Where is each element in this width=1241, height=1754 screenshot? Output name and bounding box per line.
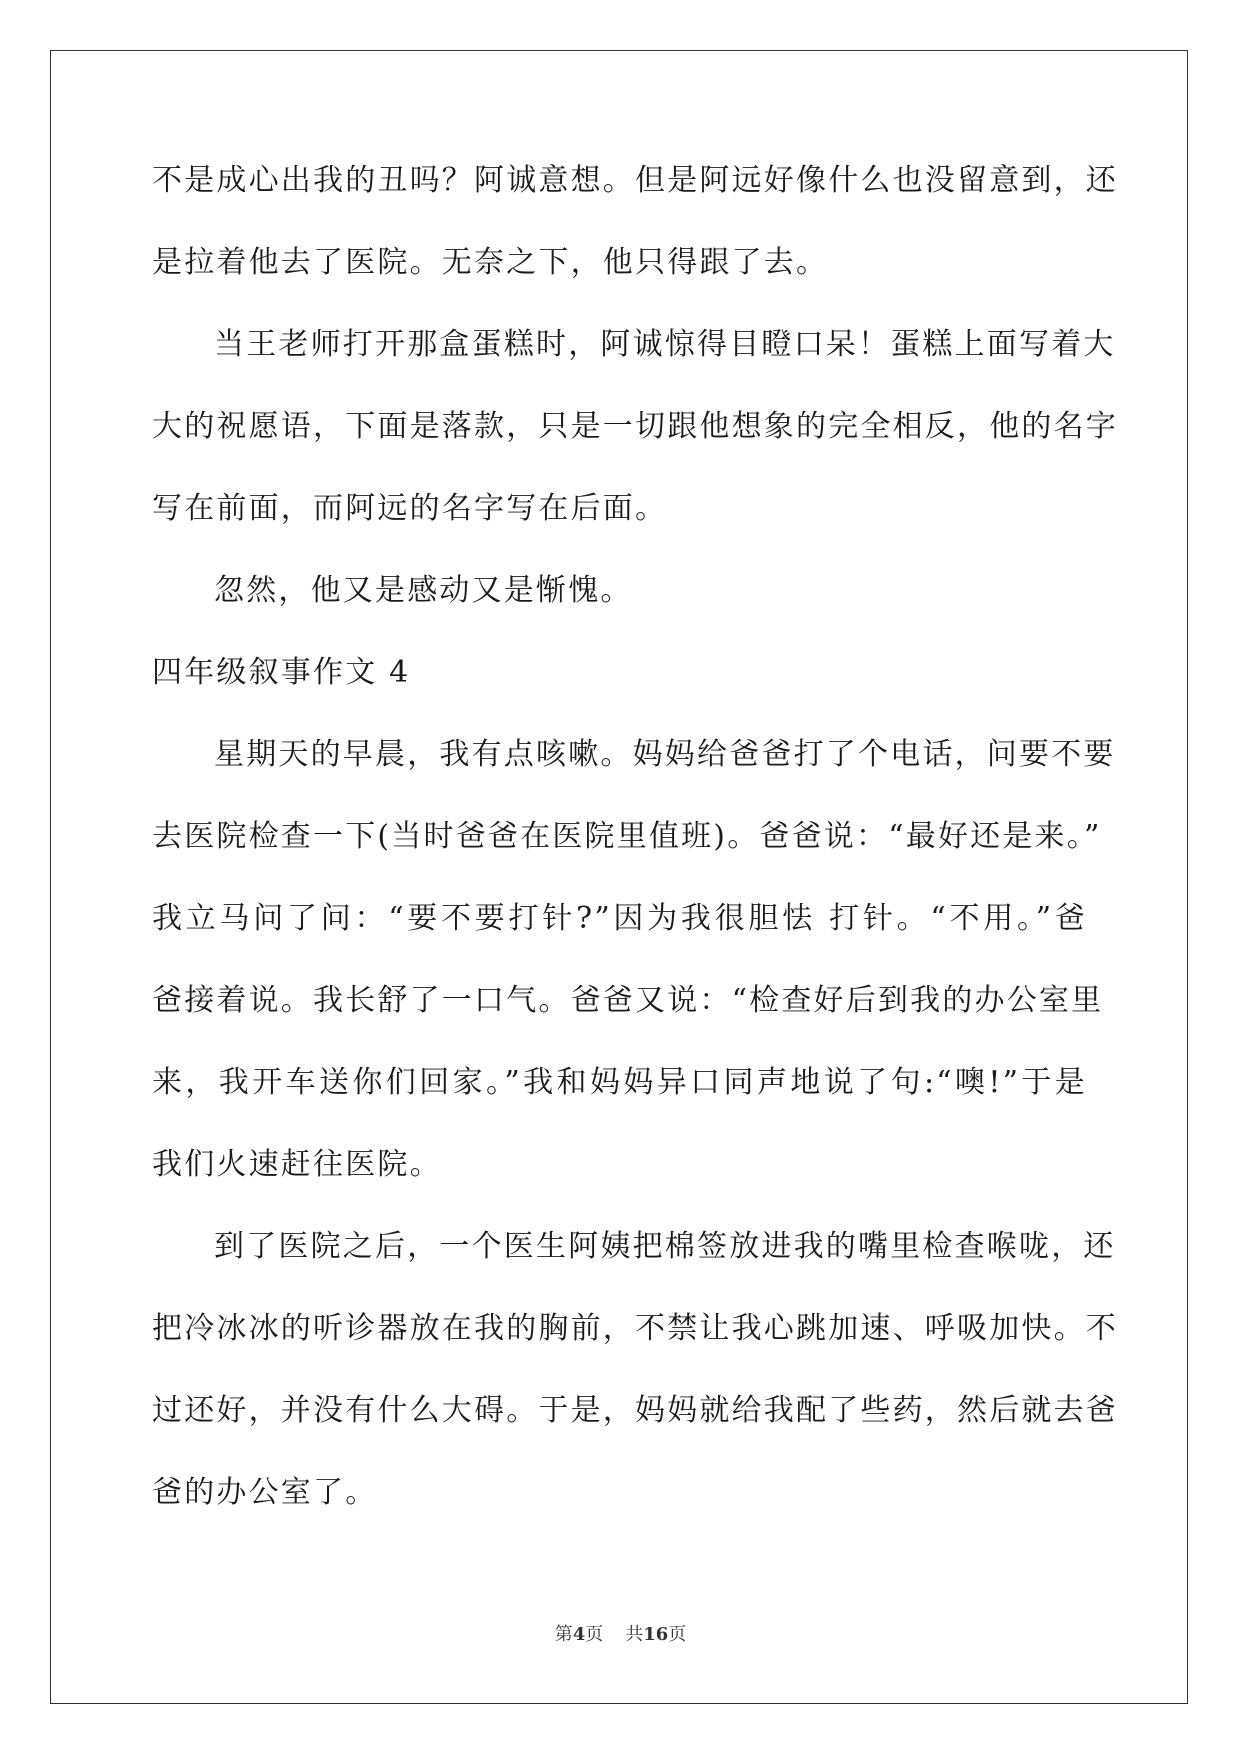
total-suffix: 页 (668, 1624, 687, 1645)
total-prefix: 共 (625, 1624, 644, 1645)
text-line: 我们火速赶往医院。 (152, 1147, 442, 1182)
total-pages: 16 (643, 1624, 669, 1645)
page-number: 4 (572, 1624, 586, 1645)
text-line: 来，我开车送你们回家。”我和妈妈异口同声地说了句:“噢!”于是 (152, 1065, 1087, 1100)
paragraph-start-line: 当王老师打开那盒蛋糕时，阿诚惊得目瞪口呆！蛋糕上面写着大 (214, 327, 1116, 362)
text-line: 写在前面，而阿远的名字写在后面。 (152, 491, 668, 526)
section-heading: 四年级叙事作文 4 (152, 655, 411, 690)
text-line: 爸的办公室了。 (152, 1475, 378, 1510)
document-body (152, 161, 1118, 1555)
paragraph-start-line: 到了医院之后，一个医生阿姨把棉签放进我的嘴里检查喉咙，还 (214, 1229, 1116, 1264)
text-line: 去医院检查一下(当时爸爸在医院里值班)。爸爸说：“最好还是来。” (152, 819, 1102, 854)
text-line: 把冷冰冰的听诊器放在我的胸前，不禁让我心跳加速、呼吸加快。不 (152, 1311, 1118, 1346)
text-line: 不是成心出我的丑吗？阿诚意想。但是阿远好像什么也没留意到，还 (152, 163, 1118, 198)
page-footer (0, 1620, 1241, 1646)
page-suffix: 页 (585, 1624, 604, 1645)
text-line: 大的祝愿语，下面是落款，只是一切跟他想象的完全相反，他的名字 (152, 409, 1118, 444)
text-line: 是拉着他去了医院。无奈之下，他只得跟了去。 (152, 245, 829, 280)
text-line: 过还好，并没有什么大碍。于是，妈妈就给我配了些药，然后就去爸 (152, 1393, 1118, 1428)
paragraph-start-line: 忽然，他又是感动又是惭愧。 (214, 573, 633, 608)
page-prefix: 第 (554, 1624, 573, 1645)
text-line: 爸接着说。我长舒了一口气。爸爸又说：“检查好后到我的办公室里 (152, 983, 1104, 1018)
text-line: 我立马问了问：“要不要打针?”因为我很胆怯 打针。“不用。”爸 (152, 901, 1087, 936)
paragraph-start-line: 星期天的早晨，我有点咳嗽。妈妈给爸爸打了个电话，问要不要 (214, 737, 1116, 772)
